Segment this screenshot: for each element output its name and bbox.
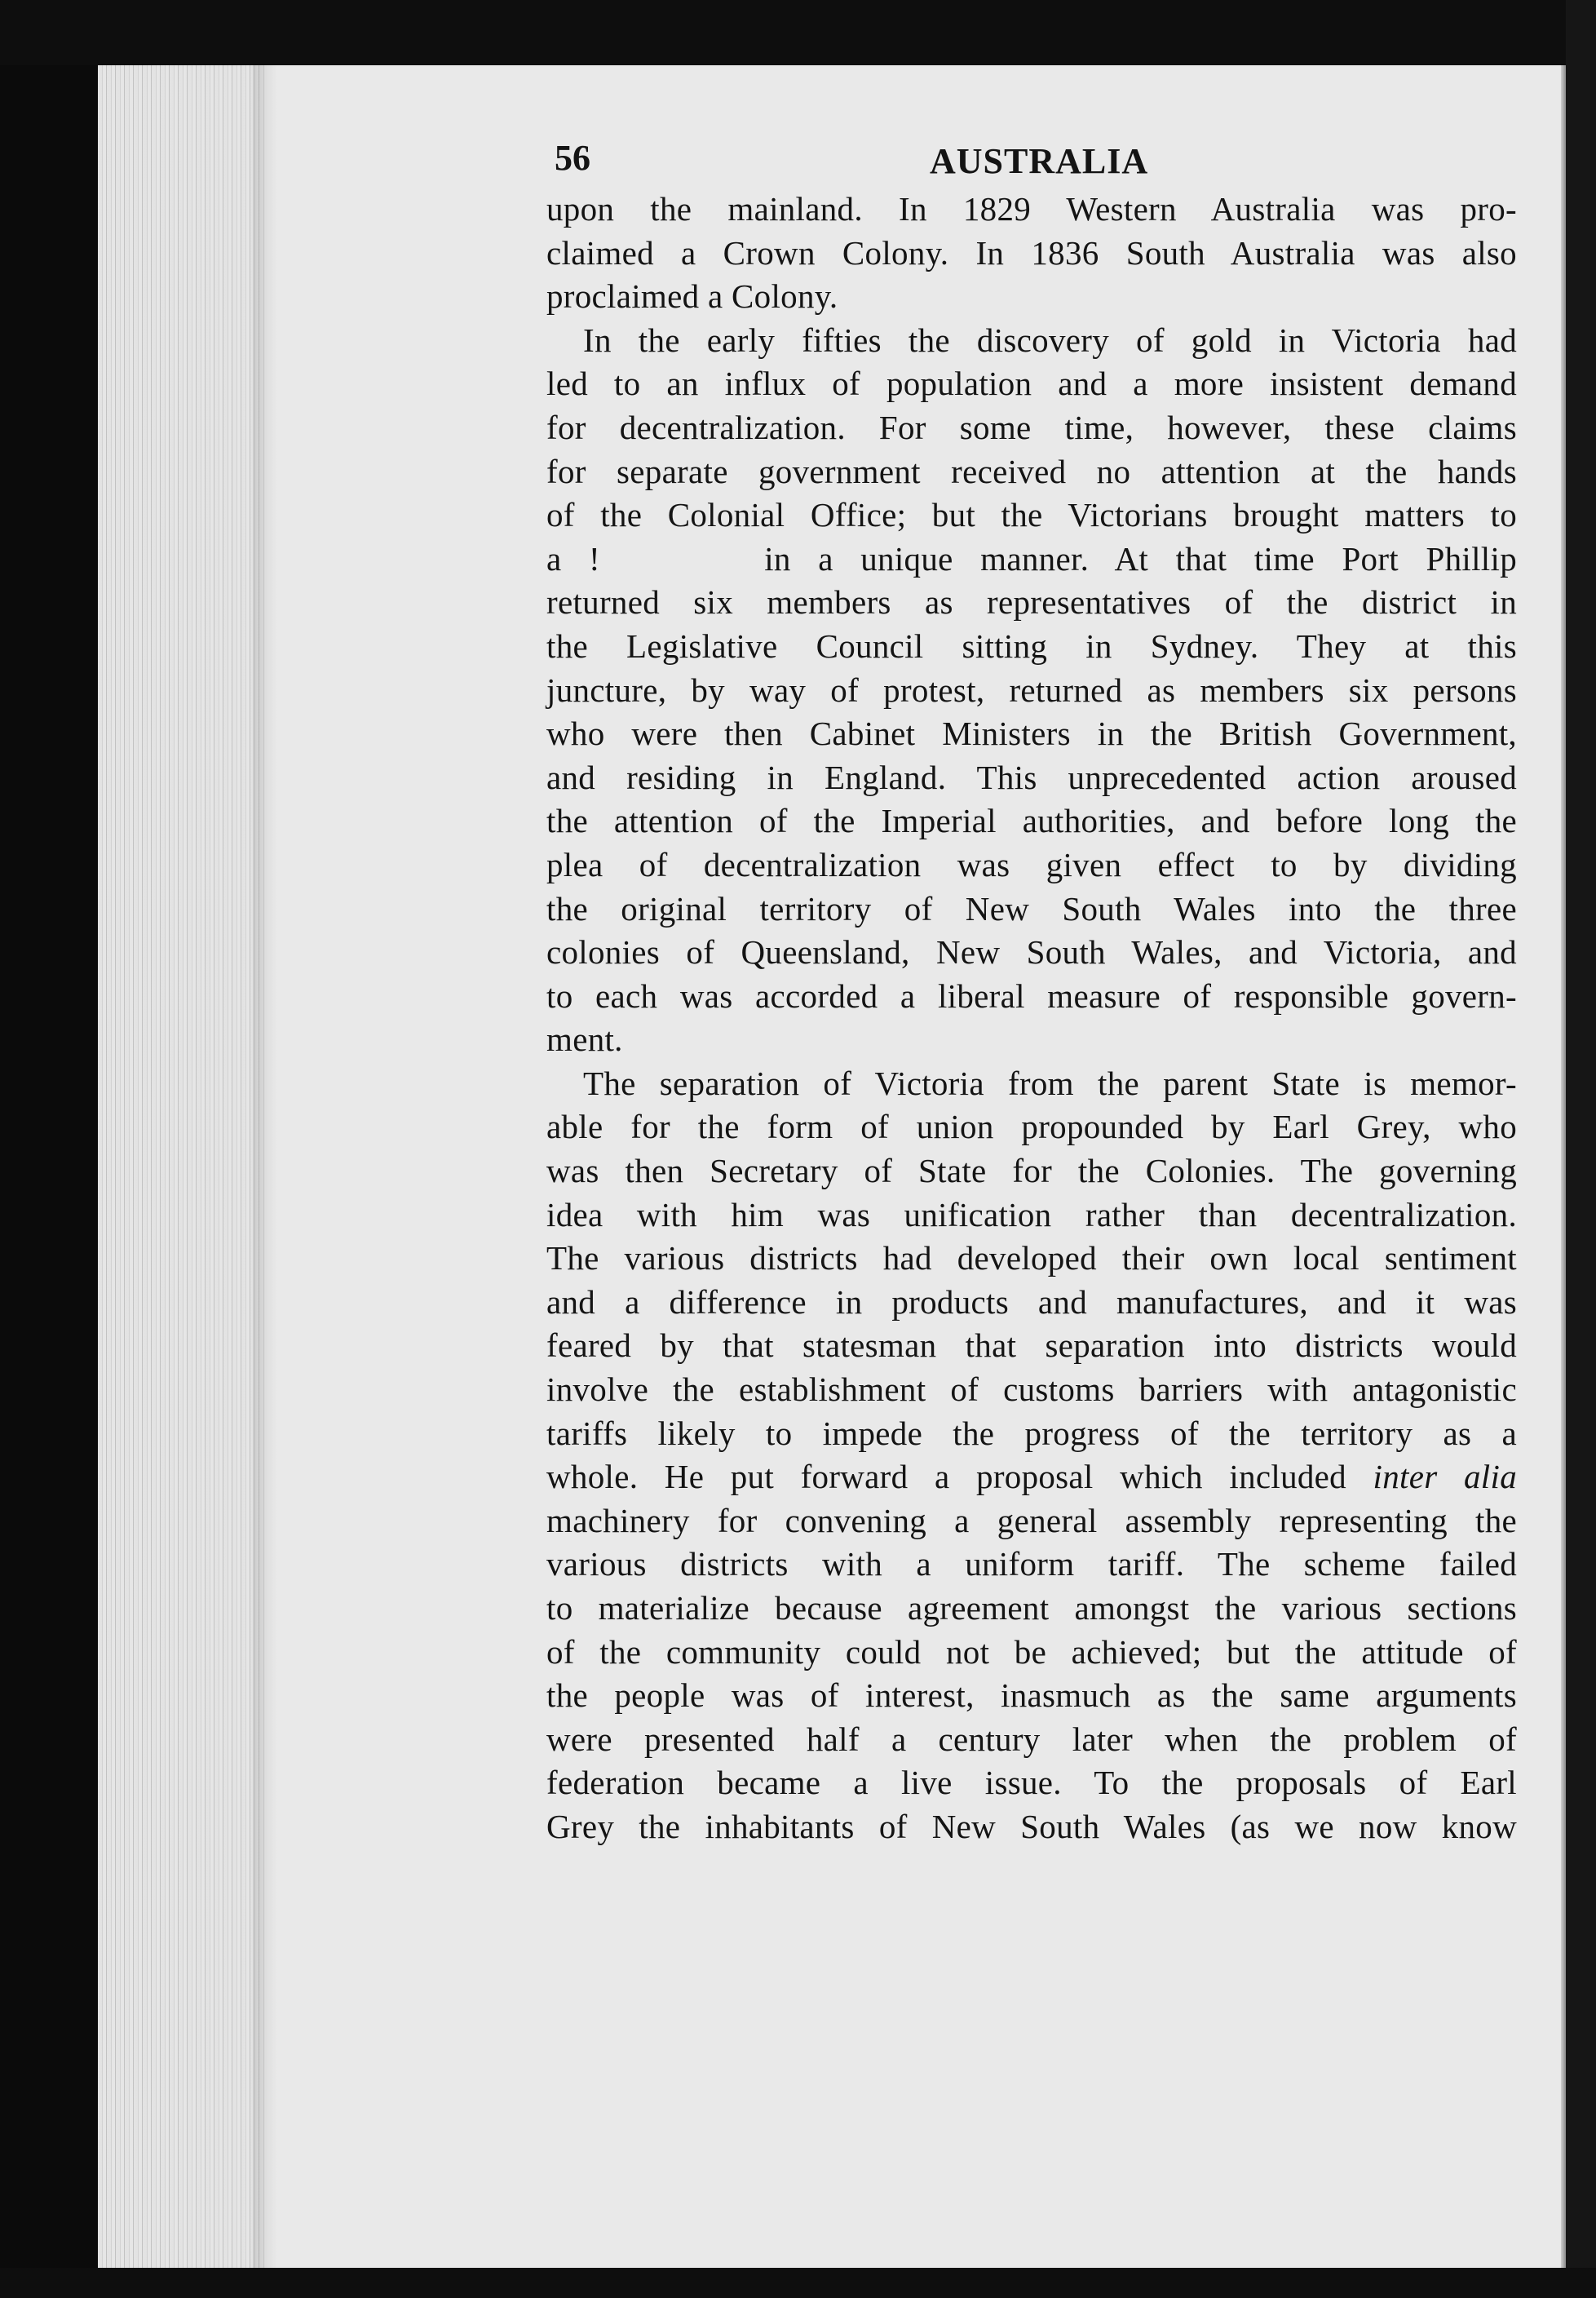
text-line: In the early fifties the discovery of gold in Victoria had <box>583 321 1517 359</box>
text-line: and residing in England. This unprecedented action aroused <box>546 758 1517 796</box>
text-line: returned six members as representatives of the district in <box>546 583 1517 622</box>
text-line: of the community could not be achieved; but the attitude of <box>546 1632 1517 1671</box>
running-title: AUSTRALIA <box>930 141 1149 181</box>
text-line: the Legislative Council sitting in Sydney. They at this <box>546 627 1517 665</box>
text-line: the attention of the Imperial authorities, and before long the <box>546 802 1517 840</box>
text-line: The separation of Victoria from the parent State is memor- <box>583 1064 1517 1102</box>
text-span: whole. He put forward a proposal which included <box>546 1458 1346 1496</box>
paragraph-3 <box>546 1062 1517 1849</box>
text-line: the original territory of New South Wales into the three <box>546 889 1517 928</box>
text-line: able for the form of union propounded by Earl Grey, who <box>546 1108 1517 1146</box>
paragraph-2 <box>546 319 1517 1062</box>
text-line: upon the mainland. In 1829 Western Australia was pro- <box>546 190 1517 228</box>
text-line: was then Secretary of State for the Colonies. The governing <box>546 1152 1517 1190</box>
text-line: who were then Cabinet Ministers in the British Government, <box>546 715 1517 753</box>
text-line: claimed a Crown Colony. In 1836 South Australia was also <box>546 233 1517 272</box>
text-line: feared by that statesman that separation into districts would <box>546 1326 1517 1365</box>
page-number: 56 <box>555 138 590 178</box>
text-line: the people was of interest, inasmuch as the same arguments <box>546 1676 1517 1715</box>
text-line: and a difference in products and manufactures, and it was <box>546 1282 1517 1321</box>
scan-top-border <box>0 0 1596 65</box>
text-line: juncture, by way of protest, returned as members six persons <box>546 671 1517 709</box>
text-line-with-italic <box>546 1455 1517 1499</box>
text-line: to materialize because agreement amongst the various sections <box>546 1589 1517 1627</box>
text-line: proclaimed a Colony. <box>546 277 838 316</box>
text-line: were presented half a century later when the problem of <box>546 1720 1517 1758</box>
text-line: various districts with a uniform tariff. The scheme failed <box>546 1545 1517 1583</box>
binding-shadow <box>253 65 277 2268</box>
paragraph-1 <box>546 188 1517 319</box>
text-line: machinery for convening a general assembly representing the <box>546 1501 1517 1539</box>
text-line: plea of decentralization was given effect to by dividing <box>546 845 1517 883</box>
text-line: Grey the inhabitants of New South Wales (as we now know <box>546 1807 1517 1845</box>
text-line: ment. <box>546 1021 623 1059</box>
running-head <box>546 122 1517 188</box>
text-line: idea with him was unification rather than decentralization. <box>546 1195 1517 1233</box>
page-edge-stack <box>98 65 265 2268</box>
text-line: involve the establishment of customs barriers with antagonistic <box>546 1370 1517 1409</box>
italic-phrase: inter alia <box>1373 1458 1517 1496</box>
text-line: a ! in a unique manner. At that time Port Phillip <box>546 539 1517 578</box>
text-line: of the Colonial Office; but the Victorians brought matters to <box>546 496 1517 534</box>
text-line: led to an influx of population and a more insistent demand <box>546 365 1517 403</box>
text-line: colonies of Queensland, New South Wales, and Victoria, and <box>546 933 1517 972</box>
text-line: tariffs likely to impede the progress of the territory as a <box>546 1414 1517 1452</box>
text-line: for decentralization. For some time, however, these claims <box>546 408 1517 446</box>
page-text-block <box>546 122 1517 1849</box>
text-line: to each was accorded a liberal measure of responsible govern- <box>546 976 1517 1015</box>
scan-bottom-border <box>0 2268 1596 2298</box>
text-line: for separate government received no attention at the hands <box>546 452 1517 490</box>
text-line: The various districts had developed their own local sentiment <box>546 1239 1517 1277</box>
text-line: federation became a live issue. To the proposals of Earl <box>546 1764 1517 1802</box>
scan-right-border <box>1566 0 1596 2298</box>
